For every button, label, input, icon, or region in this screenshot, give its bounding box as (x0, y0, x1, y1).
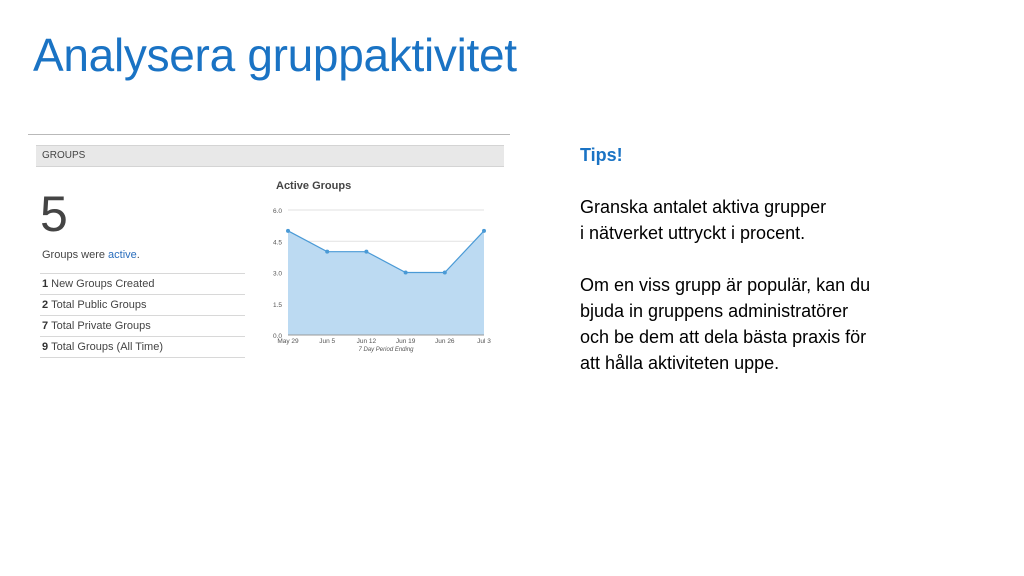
group-stats-list (40, 273, 245, 358)
tips-para2-line4: att hålla aktiviteten uppe. (580, 353, 780, 373)
x-tick-label: Jul 3 (477, 338, 491, 345)
y-tick-label: 4.5 (272, 239, 282, 247)
stat-number: 9 (42, 341, 49, 353)
stat-label: Total Groups (All Time) (51, 341, 163, 353)
stat-private-groups (40, 315, 245, 336)
slide-title: Analysera gruppaktivitet (33, 29, 517, 81)
x-tick-label: Jun 12 (356, 338, 377, 345)
data-point (325, 250, 329, 254)
y-tick-label: 0.0 (272, 333, 282, 340)
data-point (482, 229, 486, 233)
data-point (404, 271, 408, 275)
active-caption-text: Groups were (42, 249, 105, 261)
active-groups-count: 5 (40, 186, 68, 242)
y-tick-label: 6.0 (272, 208, 282, 215)
x-tick-label: May 29 (277, 338, 299, 345)
tips-para2-line3: och be dem att dela bästa praxis för (580, 327, 867, 347)
y-tick-label: 1.5 (272, 301, 282, 309)
data-point (286, 229, 290, 233)
x-tick-label: Jun 19 (395, 338, 416, 345)
stat-number: 2 (42, 299, 49, 311)
stat-label: Total Private Groups (51, 320, 151, 332)
groups-header: GROUPS (36, 145, 504, 167)
x-axis-label: 7 Day Period Ending (358, 347, 414, 353)
tips-para2-line1: Om en viss grupp är populär, kan du (580, 275, 871, 295)
x-tick-label: Jun 26 (435, 338, 455, 345)
chart-title: Active Groups (276, 180, 352, 192)
tips-box (580, 142, 1000, 376)
stat-new-groups (40, 273, 245, 294)
active-groups-caption (42, 249, 140, 261)
active-link[interactable]: active (108, 249, 137, 261)
active-caption-period: . (136, 249, 140, 261)
tips-para2-line2: bjuda in gruppens administratörer (580, 301, 849, 321)
tips-heading: Tips! (580, 145, 623, 165)
active-groups-chart (258, 195, 508, 363)
tips-para1-line2: i nätverket uttryckt i procent. (580, 223, 806, 243)
stat-total-groups (40, 336, 245, 358)
x-tick-label: Jun 5 (319, 338, 336, 345)
groups-panel (28, 134, 510, 371)
y-tick-label: 3.0 (272, 270, 282, 278)
stat-public-groups (40, 294, 245, 315)
stat-number: 1 (42, 278, 49, 290)
data-point (364, 250, 368, 254)
stat-label: New Groups Created (51, 278, 155, 290)
data-point (443, 271, 447, 275)
stat-number: 7 (42, 320, 49, 332)
stat-label: Total Public Groups (51, 299, 147, 311)
tips-para1-line1: Granska antalet aktiva grupper (580, 197, 827, 217)
